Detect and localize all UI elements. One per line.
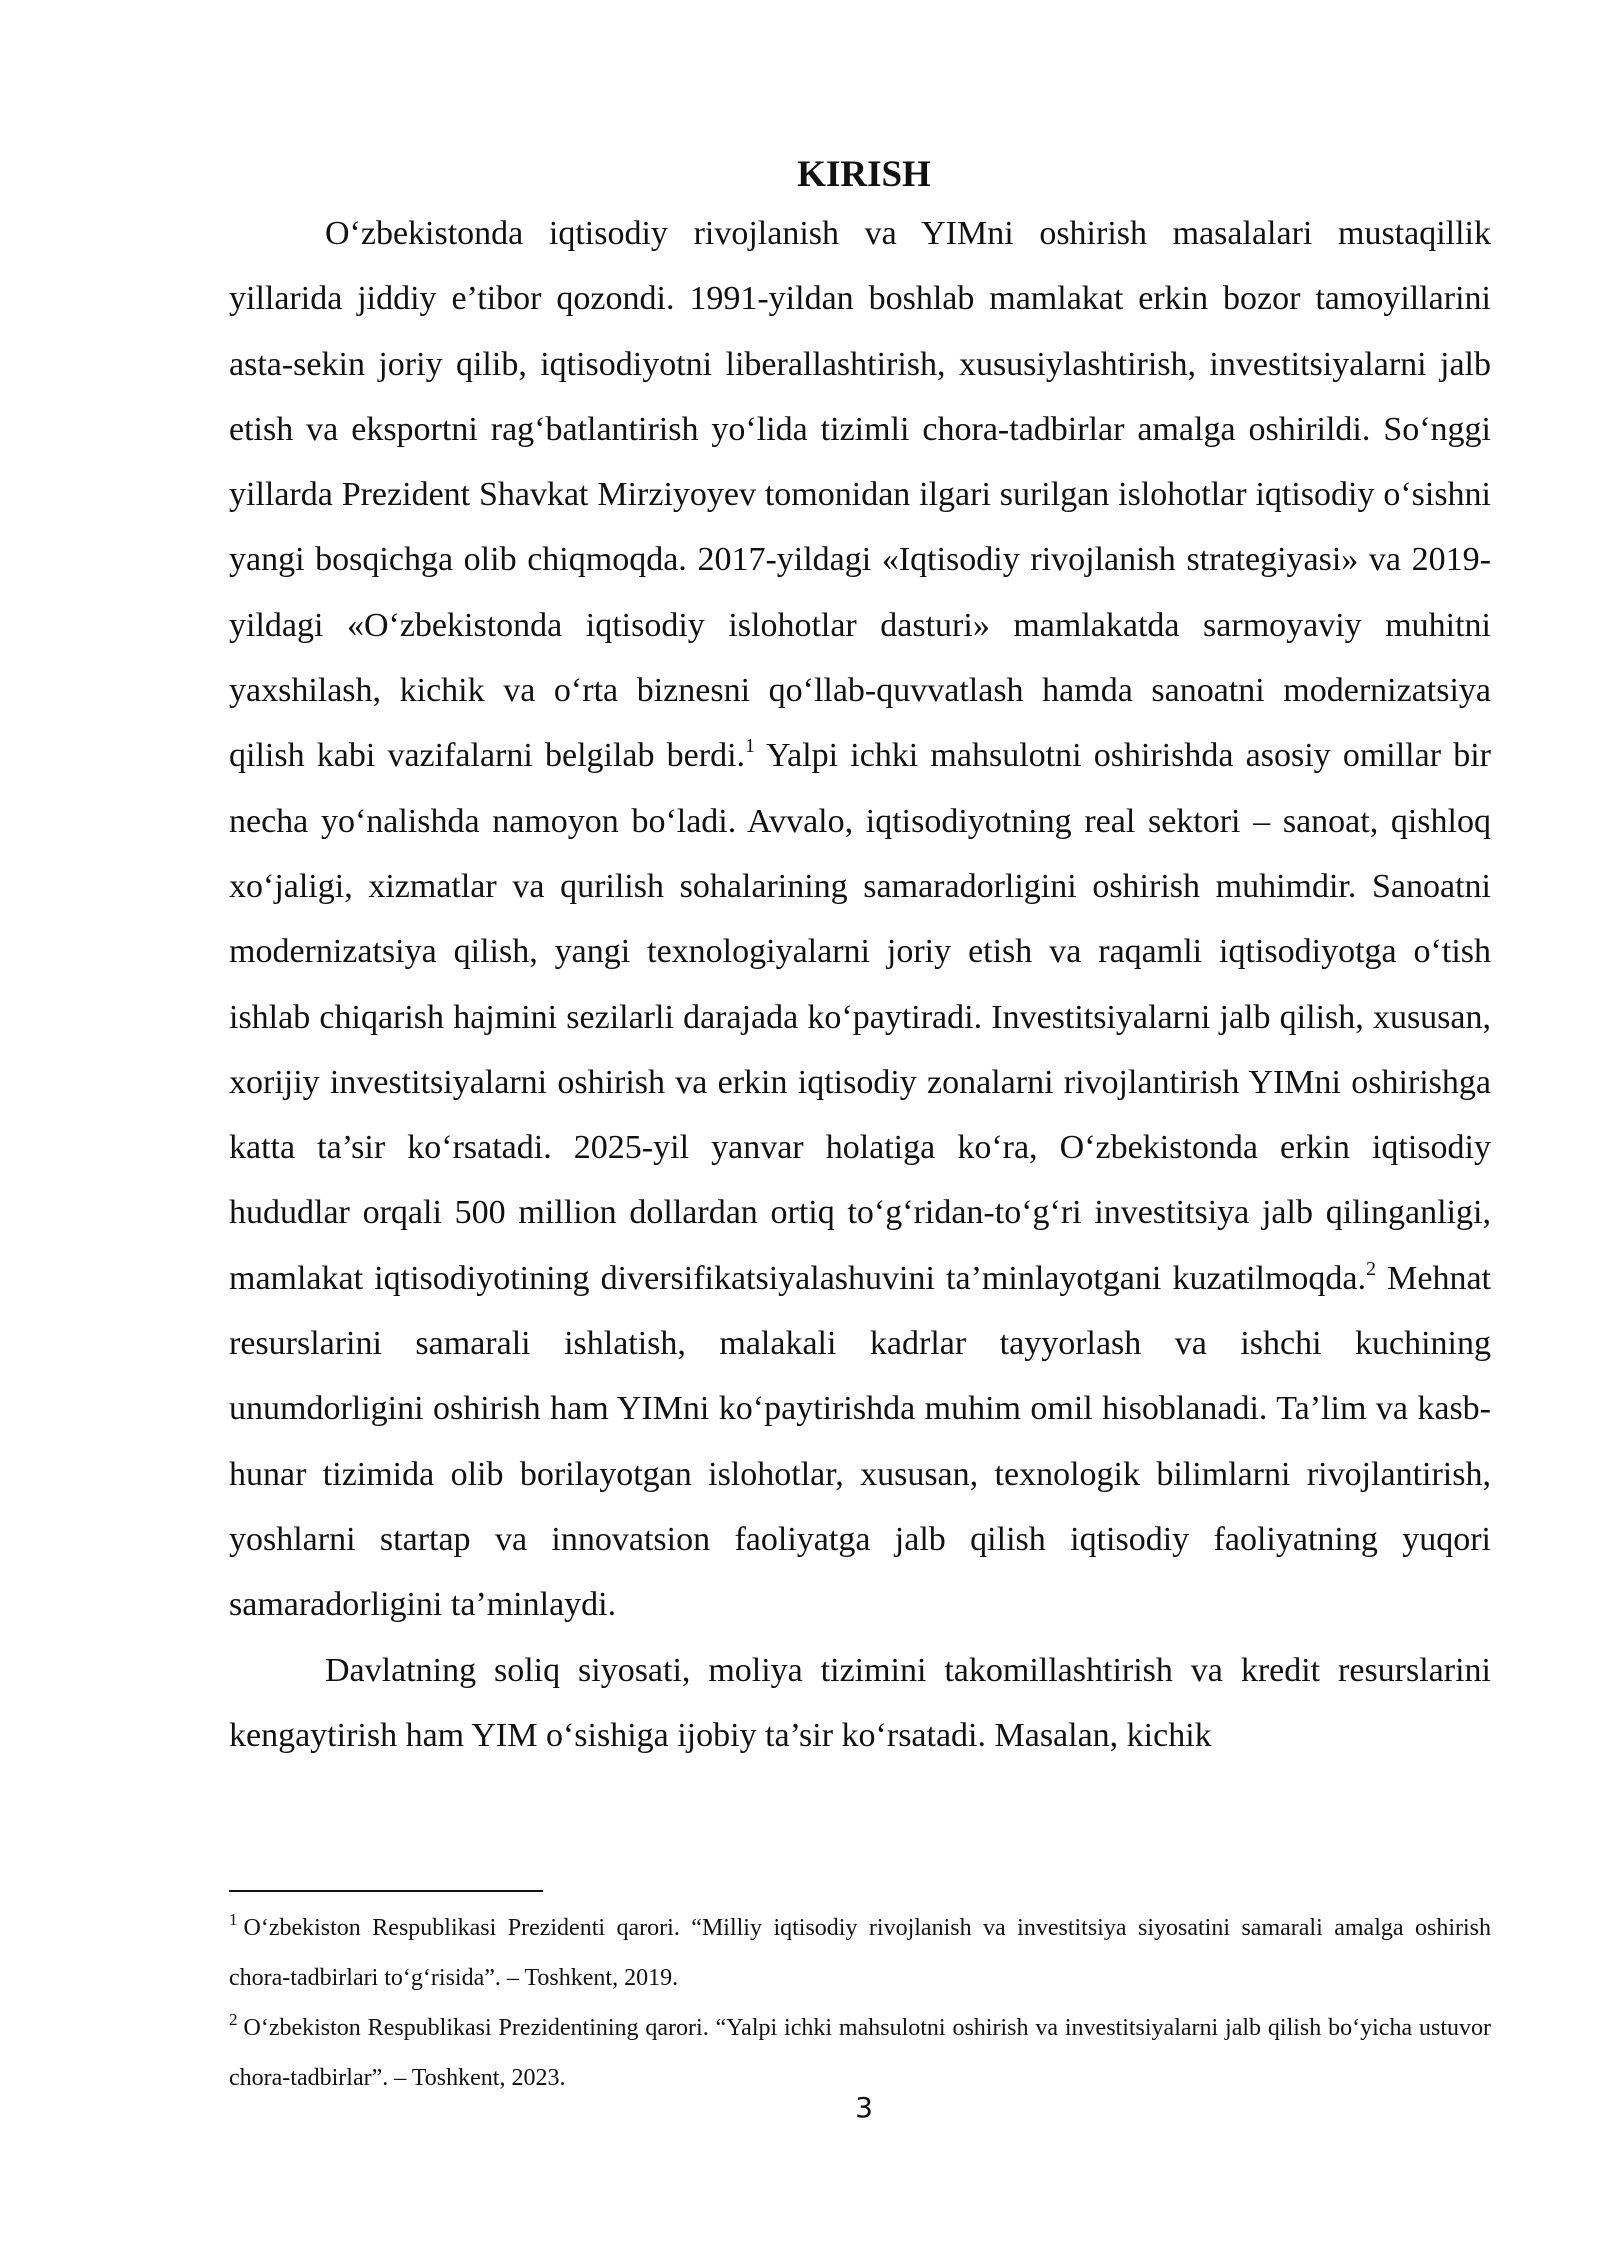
- footnote-2-text: O‘zbekiston Respublikasi Prezidentining qarori. “Yalpi ichki mahsulotni oshirish va investitsiyalarni jalb qilish bo‘yicha ustuvor chora-tadbirlar”. – Toshkent, 2023.: [229, 2015, 1491, 2091]
- footnote-1: [229, 1903, 1491, 2003]
- section-heading: KIRISH: [797, 154, 931, 195]
- footnotes: [229, 1903, 1491, 2103]
- footnote-marker-1: 1: [229, 1910, 238, 1929]
- footnote-divider: [229, 1890, 543, 1892]
- page-number: 3: [855, 2091, 873, 2124]
- paragraph-2: Davlatning soliq siyosati, moliya tizimini takomillashtirish va kredit resurslarini kengaytirish ham YIM o‘sishiga ijobiy ta’sir ko‘rsatadi. Masalan, kichik: [229, 1651, 1491, 1754]
- paragraph-1: [229, 201, 1491, 1638]
- footnote-ref-1[interactable]: 1: [745, 735, 756, 758]
- paragraph-1-text-b: Yalpi ichki mahsulotni oshirishda asosiy omillar bir necha yo‘nalishda namoyon bo‘ladi. Avvalo, iqtisodiyotning real sektori – sanoat, qishloq xo‘jaligi, xizmatlar va qurilish sohalarining samaradorligini oshirish muhimdir. Sanoatni modernizatsiya qilish, yangi texnologiyalarni joriy etish va raqamli iqtisodiyotga o‘tish ishlab chiqarish hajmini sezilarli darajada ko‘paytiradi. Investitsiyalarni jalb qilish, xususan, xorijiy investitsiyalarni oshirish va erkin iqtisodiy zonalarni rivojlantirish YIMni oshirishga katta ta’sir ko‘rsatadi. 2025-yil yanvar holatiga ko‘ra, O‘zbekistonda erkin iqtisodiy hududlar orqali 500 million dollardan ortiq to‘g‘ridan-to‘g‘ri investitsiya jalb qilinganligi, mamlakat iqtisodiyotining diversifikatsiyalashuvini ta’minlayotgani kuzatilmoqda.: [229, 737, 1491, 1297]
- footnote-marker-2: 2: [229, 2010, 238, 2029]
- paragraph-1-text-a: O‘zbekistonda iqtisodiy rivojlanish va YIMni oshirish masalalari mustaqillik yillarida jiddiy e’tibor qozondi. 1991-yildan boshlab mamlakat erkin bozor tamoyillarini asta-sekin joriy qilib, iqtisodiyotni liberallashtirish, xususiylashtirish, investitsiyalarni jalb etish va eksportni rag‘batlantirish yo‘lida tizimli chora-tadbirlar amalga oshirildi. So‘nggi yillarda Prezident Shavkat Mirziyoyev tomonidan ilgari surilgan islohotlar iqtisodiy o‘sishni yangi bosqichga olib chiqmoqda. 2017-yildagi «Iqtisodiy rivojlanish strategiyasi» va 2019-yildagi «O‘zbekistonda iqtisodiy islohotlar dasturi» mamlakatda sarmoyaviy muhitni yaxshilash, kichik va o‘rta biznesni qo‘llab-quvvatlash hamda sanoatni modernizatsiya qilish kabi vazifalarni belgilab berdi.: [229, 215, 1491, 775]
- footnote-ref-2[interactable]: 2: [1366, 1257, 1377, 1280]
- paragraph-1-text-c: Mehnat resurslarini samarali ishlatish, malakali kadrlar tayyorlash va ishchi kuchining unumdorligini oshirish ham YIMni ko‘paytirishda muhim omil hisoblanadi. Ta’lim va kasb-hunar tizimida olib borilayotgan islohotlar, xususan, texnologik bilimlarni rivojlantirish, yoshlarni startap va innovatsion faoliyatga jalb qilish iqtisodiy faoliyatning yuqori samaradorligini ta’minlaydi.: [229, 1259, 1491, 1624]
- footnote-1-text: O‘zbekiston Respublikasi Prezidenti qarori. “Milliy iqtisodiy rivojlanish va investitsiya siyosatini samarali amalga oshirish chora-tadbirlari to‘g‘risida”. – Toshkent, 2019.: [229, 1915, 1491, 1991]
- body-text: [229, 201, 1491, 1768]
